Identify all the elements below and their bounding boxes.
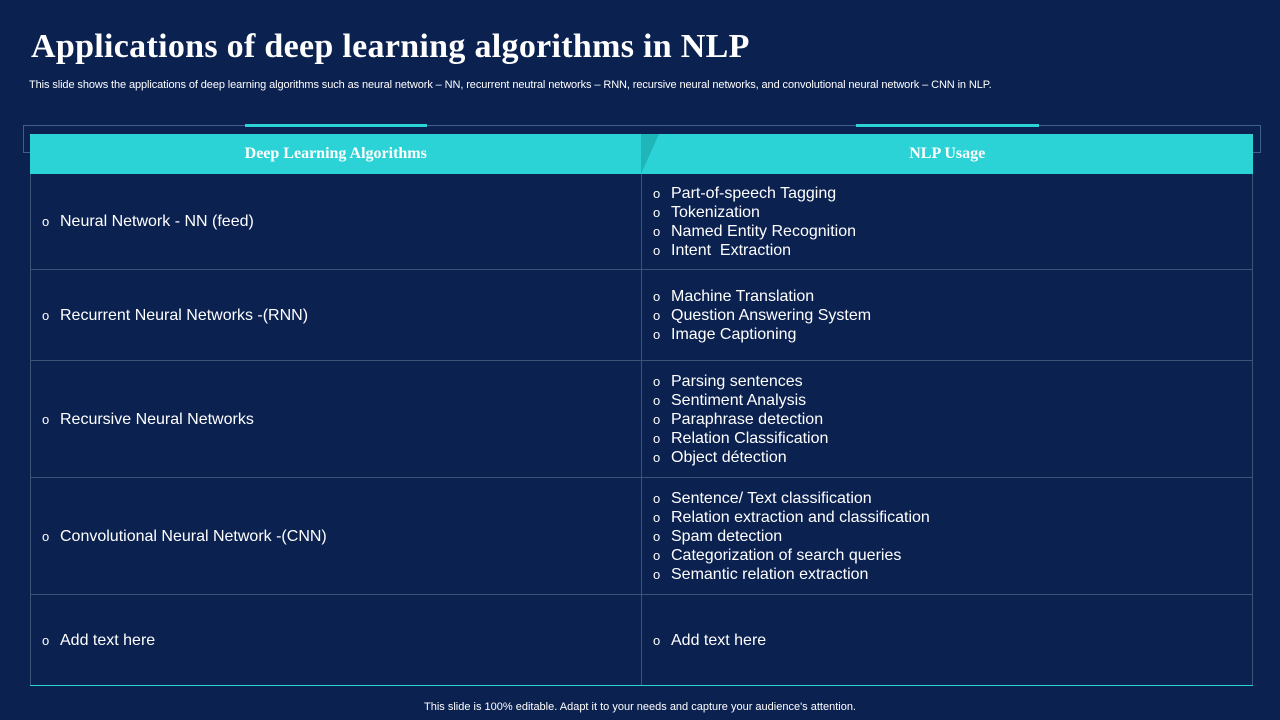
list-item	[652, 287, 1252, 306]
list-item	[652, 631, 1252, 650]
bullet-icon: o	[653, 566, 661, 582]
header-accent-right	[856, 124, 1039, 127]
usage-label: Sentence/ Text classification	[671, 489, 872, 507]
bullet-icon: o	[653, 242, 661, 258]
usage-label: Part-of-speech Tagging	[671, 184, 837, 202]
bullet-icon: o	[42, 632, 50, 648]
list-item	[652, 222, 1252, 241]
algorithm-label: Recurrent Neural Networks -(RNN)	[60, 306, 309, 324]
bullet-icon: o	[653, 373, 661, 389]
bullet-icon: o	[653, 509, 661, 525]
list-item	[41, 410, 641, 429]
table-header	[30, 134, 1253, 174]
usage-cell	[642, 174, 1252, 269]
list-item	[652, 241, 1252, 260]
usage-label: Named Entity Recognition	[671, 222, 856, 240]
bullet-icon: o	[653, 528, 661, 544]
list-item	[652, 448, 1252, 467]
usage-label: Relation Classification	[671, 429, 829, 447]
bullet-icon: o	[653, 490, 661, 506]
list-item	[652, 429, 1252, 448]
header-algorithms: Deep Learning Algorithms	[244, 145, 427, 162]
list-item	[652, 372, 1252, 391]
algorithm-cell	[31, 270, 642, 360]
bullet-icon: o	[653, 411, 661, 427]
bullet-icon: o	[653, 547, 661, 563]
table-row	[30, 595, 1253, 685]
usage-label: Tokenization	[671, 203, 760, 221]
slide-footer: This slide is 100% editable. Adapt it to your needs and capture your audience's attention.	[424, 701, 856, 713]
table-row	[30, 478, 1253, 595]
usage-cell	[642, 478, 1252, 594]
header-nlp-usage: NLP Usage	[909, 145, 986, 162]
list-item	[652, 527, 1252, 546]
usage-label: Add text here	[671, 631, 767, 649]
algorithm-cell	[31, 478, 642, 594]
bullet-icon: o	[653, 204, 661, 220]
bullet-icon: o	[42, 411, 50, 427]
list-item	[652, 565, 1252, 584]
usage-label: Image Captioning	[671, 325, 797, 343]
usage-label: Spam detection	[671, 527, 783, 545]
list-item	[652, 410, 1252, 429]
bullet-icon: o	[653, 326, 661, 342]
slide-title: Applications of deep learning algorithms in NLP	[31, 28, 750, 65]
bullet-icon: o	[653, 223, 661, 239]
usage-label: Intent Extraction	[671, 241, 792, 259]
list-item	[41, 212, 641, 231]
usage-cell	[642, 595, 1252, 685]
table-row	[30, 270, 1253, 361]
list-item	[652, 203, 1252, 222]
usage-label: Question Answering System	[671, 306, 872, 324]
table-row	[30, 361, 1253, 478]
bullet-icon: o	[653, 288, 661, 304]
list-item	[652, 325, 1252, 344]
usage-label: Relation extraction and classification	[671, 508, 930, 526]
slide-subtitle: This slide shows the applications of deep learning algorithms such as neural network – NN, recurrent neutral networks – RNN, recursive neural networks, and convolutional neural network – CNN in NLP.	[29, 79, 992, 91]
usage-label: Object détection	[671, 448, 787, 466]
header-fold-decoration	[641, 134, 659, 174]
bullet-icon: o	[653, 449, 661, 465]
list-item	[652, 546, 1252, 565]
list-item	[652, 306, 1252, 325]
list-item	[652, 391, 1252, 410]
bullet-icon: o	[653, 307, 661, 323]
list-item	[652, 508, 1252, 527]
usage-label: Sentiment Analysis	[671, 391, 807, 409]
list-item	[652, 184, 1252, 203]
algorithm-label: Convolutional Neural Network -(CNN)	[60, 527, 327, 545]
list-item	[652, 489, 1252, 508]
algorithm-label: Neural Network - NN (feed)	[60, 213, 254, 230]
algorithm-cell	[31, 595, 642, 685]
table-row	[30, 174, 1253, 270]
algorithm-cell	[31, 174, 642, 269]
list-item	[41, 527, 641, 546]
algorithm-label: Recursive Neural Networks	[60, 410, 254, 428]
usage-cell	[642, 270, 1252, 360]
bullet-icon: o	[653, 632, 661, 648]
usage-label: Categorization of search queries	[671, 546, 902, 564]
usage-label: Semantic relation extraction	[671, 565, 869, 583]
algorithm-label: Add text here	[60, 631, 156, 649]
list-item	[41, 306, 641, 325]
usage-label: Machine Translation	[671, 287, 815, 305]
algorithms-table	[30, 134, 1253, 686]
usage-label: Paraphrase detection	[671, 410, 824, 428]
list-item	[41, 631, 641, 650]
bullet-icon: o	[42, 214, 50, 229]
bullet-icon: o	[653, 392, 661, 408]
bullet-icon: o	[42, 307, 50, 323]
bullet-icon: o	[42, 528, 50, 544]
algorithm-cell	[31, 361, 642, 477]
header-accent-left	[245, 124, 427, 127]
bullet-icon: o	[653, 430, 661, 446]
bullet-icon: o	[653, 185, 661, 201]
usage-label: Parsing sentences	[671, 372, 803, 390]
usage-cell	[642, 361, 1252, 477]
